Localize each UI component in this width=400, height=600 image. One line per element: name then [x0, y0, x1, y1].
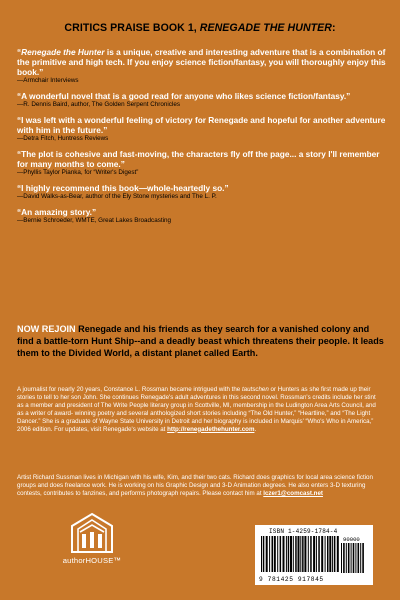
barcode-bar: [351, 543, 352, 573]
barcode-bar: [263, 536, 265, 572]
bio-text-1: A journalist for nearly 20 years, Constance L. Rossman became intrigued with the: [17, 386, 242, 393]
barcode-bar: [334, 536, 336, 572]
review-source: —R. Dennis Baird, author, The Golden Serpent Chronicles: [17, 101, 180, 108]
barcode-bar: [360, 543, 361, 573]
review-source: —Phyllis Taylor Pianka, for “Writer's Digest”: [17, 169, 139, 176]
barcode-bar: [341, 543, 342, 573]
barcode-bar: [280, 536, 282, 572]
barcode-bar: [293, 536, 294, 572]
website-link[interactable]: http://renegadethehunter.com: [167, 425, 255, 433]
barcode-bar: [332, 536, 333, 572]
barcode-bar: [313, 536, 315, 572]
barcode-bar: [290, 536, 292, 572]
bio-end: .: [254, 425, 257, 433]
barcode-bar: [310, 536, 312, 572]
review-source: —David Walks-as-Bear, author of the Ely Stone mysteries and The L. P.: [17, 193, 217, 200]
bio-term: tautschen: [241, 386, 269, 393]
barcode-bar: [358, 543, 360, 573]
ean-digits: 9 781425 917845: [259, 576, 324, 583]
barcode-bar: [283, 536, 285, 572]
now-rejoin-blurb: [17, 324, 387, 359]
barcode-bar: [277, 536, 278, 572]
barcode-bar: [353, 543, 355, 573]
barcode-bar: [302, 536, 304, 572]
barcode-bar: [316, 536, 317, 572]
review-item: [17, 47, 387, 85]
review-item: [17, 91, 387, 109]
barcode-bar: [295, 536, 297, 572]
bio-text-2: or Hunters as she first made up their stories to tell to her son John. She continues Renegade's adult adventures in this second novel. Rossman's credits include her stint as a member and president of The Write People literary group in Scottville, MI, membership in the Ludington Area Arts Council, and as a writer of award- winning poetry and several anthologized short stories including “The Old Hunter,” “Heartline,” and “The Light Dancer.” She is a graduate of Wayne State University in Detroit and her biography is included in Marquis' “Who's Who in America,” 2006 edition. For updates, visit Renegade's website at: [17, 386, 376, 433]
review-quote: “A wonderful novel that is a good read for anyone who likes science fiction/fantasy.”: [17, 91, 351, 101]
critics-praise-heading: [0, 22, 400, 34]
isbn-number: ISBN 1-4259-1784-4: [269, 528, 338, 535]
quote-open-mark: “: [17, 47, 22, 57]
price-code: 90000: [343, 536, 360, 543]
barcode-bar: [329, 536, 331, 572]
review-item: [17, 207, 387, 225]
author-bio: [17, 386, 383, 433]
barcode-bar: [362, 543, 364, 573]
quote-book-title: Renegade the Hunter: [21, 47, 105, 57]
review-item: [17, 149, 387, 177]
barcode-bar: [304, 536, 306, 572]
review-quote: “The plot is cohesive and fast-moving, the characters fly off the page... a story I'll remember for many months to come.”: [17, 149, 380, 169]
barcode-bar: [318, 536, 320, 572]
barcode-bars: [261, 536, 341, 574]
barcode-bar: [269, 536, 270, 572]
barcode-bar: [261, 536, 262, 572]
authorhouse-logo: [62, 512, 122, 570]
barcode-bar: [327, 536, 329, 572]
barcode-bar: [337, 536, 339, 572]
artist-bio: [17, 474, 383, 498]
logo-wordmark: authorHOUSE™: [62, 556, 122, 565]
heading-book-title: RENEGADE THE HUNTER: [199, 22, 332, 34]
heading-suffix: :: [331, 22, 336, 34]
artist-text: Artist Richard Sussman lives in Michigan with his wife, Kim, and their two cats. Richard does graphics for local area science fiction groups and does freelance work. He is working on his Graphic Design and 3-D Animation degrees. He also enters 3-D texturing contests, contributes to fanzines, and performs photograph repairs. Please contact him at: [17, 474, 373, 497]
barcode-bar: [286, 536, 287, 572]
barcode-bar: [343, 543, 345, 573]
barcode-bar: [321, 536, 323, 572]
barcode-bar: [266, 536, 268, 572]
barcode-bar: [288, 536, 290, 572]
review-item: [17, 183, 387, 201]
review-quote: “I highly recommend this book—whole-heartedly so.”: [17, 183, 229, 193]
heading-prefix: CRITICS PRAISE BOOK 1,: [64, 22, 200, 34]
review-quote: [17, 47, 387, 77]
barcode-bar: [300, 536, 301, 572]
review-source: —Bernie Schroeder, WMTE, Great Lakes Broadcasting: [17, 217, 171, 224]
review-item: [17, 115, 387, 143]
quote-text: is a unique, creative and interesting adventure that is a combination of the primitive and high tech. If you enjoy science fiction/fantasy, you will thoroughly enjoy this book.”: [17, 47, 386, 77]
isbn-barcode: [255, 525, 373, 585]
rejoin-lead: NOW REJOIN: [17, 324, 76, 334]
reviews-list: [17, 47, 387, 231]
barcode-bar: [346, 543, 347, 573]
review-quote: “An amazing story.”: [17, 207, 97, 217]
rejoin-text: Renegade and his friends as they search for a vanished colony and find a battle-torn Hunt Ship--and a deadly beast which threatens their people. It leads them to the Divided World, a distant planet called Earth.: [17, 324, 384, 358]
barcode-bar: [274, 536, 276, 572]
price-barcode-bars: [341, 543, 367, 575]
barcode-bar: [348, 543, 350, 573]
review-source: —Armchair Interviews: [17, 77, 79, 84]
barcode-bar: [355, 543, 356, 573]
barcode-bar: [325, 536, 326, 572]
review-source: —Detra Fitch, Huntress Reviews: [17, 135, 109, 142]
house-emblem-icon: [62, 512, 122, 556]
review-quote: “I was left with a wonderful feeling of victory for Renegade and hopeful for another adventure with him in the future.”: [17, 115, 386, 135]
barcode-bar: [308, 536, 309, 572]
artist-email-link[interactable]: lczer1@comcast.net: [263, 489, 323, 497]
barcode-bar: [272, 536, 274, 572]
barcode-bar: [298, 536, 300, 572]
